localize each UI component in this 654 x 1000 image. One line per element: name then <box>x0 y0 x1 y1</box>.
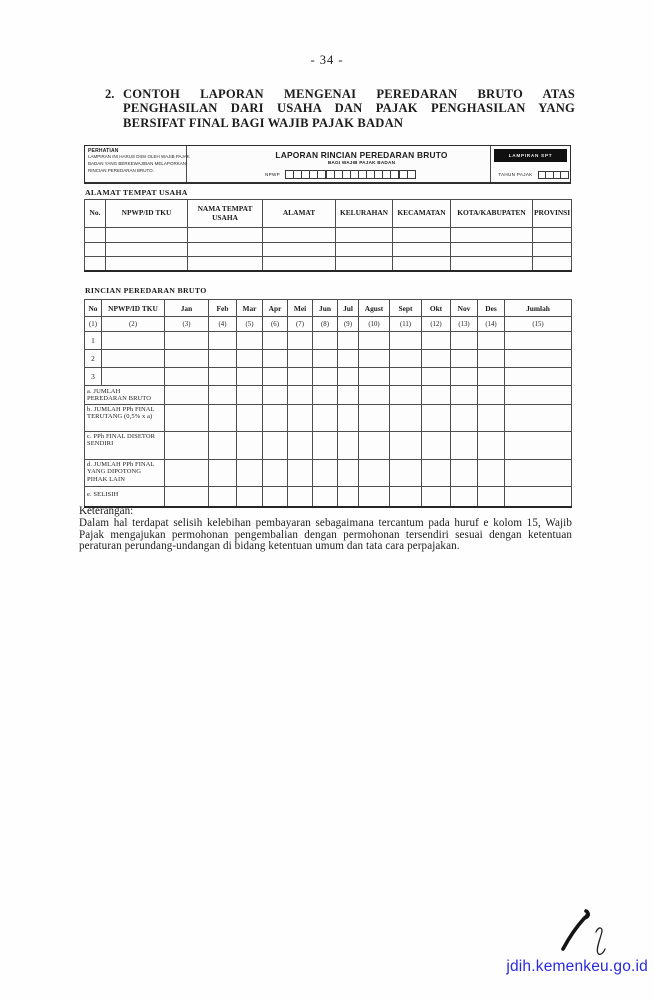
perhatian-title: PERHATIAN <box>88 148 119 154</box>
rincian-cell <box>263 386 288 405</box>
rincian-cell <box>209 404 237 431</box>
keterangan-label: Keterangan: <box>79 505 134 517</box>
rincian-cell <box>359 431 390 459</box>
rincian-cell <box>209 350 237 368</box>
rincian-cell <box>313 486 338 507</box>
form-title: LAPORAN RINCIAN PEREDARAN BRUTO <box>275 150 448 160</box>
rincian-cell <box>102 350 165 368</box>
rincian-cell <box>313 350 338 368</box>
tahun-pajak-digit-box <box>560 171 569 180</box>
alamat-cell <box>336 228 393 243</box>
rincian-cell <box>313 386 338 405</box>
rincian-col-header: Apr <box>263 300 288 317</box>
rincian-cell <box>359 386 390 405</box>
rincian-cell <box>359 459 390 486</box>
rincian-col-header: Jul <box>338 300 359 317</box>
rincian-cell <box>505 368 572 386</box>
rincian-cell <box>209 459 237 486</box>
alamat-col-header: NAMA TEMPAT USAHA <box>188 200 263 228</box>
heading-line: CONTOH LAPORAN MENGENAI PEREDARAN BRUTO ATAS <box>123 87 575 101</box>
heading-line: BERSIFAT FINAL BAGI WAJIB PAJAK BADAN <box>123 115 404 130</box>
rincian-cell <box>313 332 338 350</box>
rincian-cell <box>390 386 422 405</box>
alamat-cell <box>263 228 336 243</box>
keterangan-line: Pajak mengajukan permohonan pengembalian dengan permohonan tersendiri sesuai dengan ketentuan <box>79 528 572 541</box>
rincian-cell <box>505 431 572 459</box>
rincian-colnum-row <box>85 317 572 332</box>
rincian-cell <box>338 332 359 350</box>
rincian-cell <box>505 459 572 486</box>
rincian-cell <box>288 386 313 405</box>
rincian-col-header: Sept <box>390 300 422 317</box>
rincian-cell <box>237 332 263 350</box>
alamat-col-header: No. <box>85 200 106 228</box>
rincian-cell <box>165 350 209 368</box>
rincian-cell <box>313 368 338 386</box>
rincian-cell <box>338 431 359 459</box>
rincian-cell <box>165 404 209 431</box>
tahun-pajak-boxes <box>538 171 568 180</box>
alamat-col-header: KELURAHAN <box>336 200 393 228</box>
rincian-cell <box>359 368 390 386</box>
rincian-cell <box>263 431 288 459</box>
rincian-cell <box>451 459 478 486</box>
alamat-col-header: KOTA/KABUPATEN <box>451 200 533 228</box>
rincian-col-number: (10) <box>359 317 390 332</box>
alamat-col-header: KECAMATAN <box>393 200 451 228</box>
alamat-col-header: ALAMAT <box>263 200 336 228</box>
rincian-summary-label: d. JUMLAH PPh FINAL YANG DIPOTONG PIHAK LAIN <box>85 459 165 486</box>
rincian-cell <box>288 350 313 368</box>
rincian-cell <box>390 404 422 431</box>
keterangan-line: peraturan perundang-undangan di bidang ketentuan umum dan tata cara perpajakan. <box>79 540 460 553</box>
rincian-cell <box>263 404 288 431</box>
alamat-table <box>84 199 572 272</box>
rincian-summary-label: b. JUMLAH PPh FINAL TERUTANG (0,5% x a) <box>85 404 165 431</box>
rincian-cell <box>505 386 572 405</box>
rincian-col-header: Nov <box>451 300 478 317</box>
rincian-summary-row <box>85 431 572 459</box>
rincian-cell <box>288 486 313 507</box>
rincian-cell <box>237 386 263 405</box>
heading-text <box>123 87 575 130</box>
rincian-col-header: Jumlah <box>505 300 572 317</box>
alamat-cell <box>451 242 533 257</box>
rincian-cell <box>165 368 209 386</box>
rincian-cell <box>359 404 390 431</box>
rincian-cell <box>263 368 288 386</box>
rincian-col-number: (11) <box>390 317 422 332</box>
rincian-cell <box>390 431 422 459</box>
rincian-cell <box>422 386 451 405</box>
alamat-cell <box>393 228 451 243</box>
heading-line: PENGHASILAN DARI USAHA DAN PAJAK PENGHASILAN YANG <box>123 101 575 116</box>
alamat-cell <box>393 242 451 257</box>
rincian-col-number: (2) <box>102 317 165 332</box>
rincian-col-header: Des <box>478 300 505 317</box>
jdih-watermark: jdih.kemenkeu.go.id <box>506 958 648 975</box>
rincian-col-header: NPWP/ID TKU <box>102 300 165 317</box>
rincian-data-row <box>85 332 572 350</box>
alamat-row <box>85 228 572 243</box>
rincian-cell <box>451 332 478 350</box>
alamat-cell <box>393 257 451 272</box>
alamat-cell <box>85 242 106 257</box>
heading-item-number: 2. <box>105 87 115 101</box>
rincian-cell <box>390 350 422 368</box>
rincian-cell <box>451 431 478 459</box>
rincian-row-number: 3 <box>85 368 102 386</box>
rincian-cell <box>422 404 451 431</box>
rincian-cell <box>338 404 359 431</box>
rincian-cell <box>505 486 572 507</box>
rincian-cell <box>422 350 451 368</box>
rincian-cell <box>359 486 390 507</box>
perhatian-line: LAMPIRAN INI HARUS DIISI OLEH WAJIB PAJAK <box>88 154 190 159</box>
rincian-summary-row <box>85 486 572 507</box>
rincian-cell <box>237 431 263 459</box>
rincian-col-number: (8) <box>313 317 338 332</box>
rincian-cell <box>478 459 505 486</box>
rincian-cell <box>422 459 451 486</box>
rincian-cell <box>263 332 288 350</box>
rincian-cell <box>390 332 422 350</box>
rincian-col-number: (1) <box>85 317 102 332</box>
rincian-col-number: (4) <box>209 317 237 332</box>
rincian-cell <box>478 404 505 431</box>
rincian-summary-row <box>85 459 572 486</box>
rincian-cell <box>359 350 390 368</box>
rincian-table <box>84 299 572 508</box>
rincian-cell <box>451 486 478 507</box>
rincian-data-row <box>85 368 572 386</box>
rincian-cell <box>338 368 359 386</box>
rincian-cell <box>102 332 165 350</box>
alamat-cell <box>533 242 572 257</box>
page-number: - 34 - <box>310 53 344 67</box>
rincian-cell <box>505 350 572 368</box>
npwp-boxes <box>285 170 415 179</box>
rincian-cell <box>478 486 505 507</box>
alamat-cell <box>336 242 393 257</box>
rincian-col-number: (15) <box>505 317 572 332</box>
signature-mark <box>546 902 618 962</box>
alamat-col-header: PROVINSI <box>533 200 572 228</box>
rincian-cell <box>209 386 237 405</box>
rincian-cell <box>263 486 288 507</box>
alamat-row <box>85 242 572 257</box>
rincian-col-number: (13) <box>451 317 478 332</box>
rincian-cell <box>165 386 209 405</box>
alamat-cell <box>106 228 188 243</box>
rincian-cell <box>338 486 359 507</box>
rincian-cell <box>288 431 313 459</box>
rincian-col-number: (7) <box>288 317 313 332</box>
rincian-cell <box>478 431 505 459</box>
rincian-cell <box>390 459 422 486</box>
rincian-cell <box>478 368 505 386</box>
keterangan-note <box>79 505 572 553</box>
rincian-cell <box>237 404 263 431</box>
alamat-header-row <box>85 200 572 228</box>
rincian-col-number: (12) <box>422 317 451 332</box>
tahun-pajak-label: TAHUN PAJAK <box>498 172 533 178</box>
rincian-summary-label: c. PPh FINAL DISETOR SENDIRI <box>85 431 165 459</box>
form-header-center <box>187 146 490 182</box>
rincian-data-row <box>85 350 572 368</box>
rincian-cell <box>338 350 359 368</box>
alamat-cell <box>106 257 188 272</box>
rincian-col-header: Mei <box>288 300 313 317</box>
section-heading <box>105 87 575 130</box>
alamat-cell <box>188 242 263 257</box>
rincian-cell <box>209 486 237 507</box>
npwp-digit-box <box>407 170 416 179</box>
rincian-header-row <box>85 300 572 317</box>
alamat-col-header: NPWP/ID TKU <box>106 200 188 228</box>
alamat-cell <box>85 257 106 272</box>
rincian-row-number: 2 <box>85 350 102 368</box>
perhatian-box <box>85 146 190 182</box>
npwp-label: NPWP <box>265 172 280 177</box>
rincian-cell <box>165 459 209 486</box>
alamat-cell <box>106 242 188 257</box>
alamat-cell <box>188 257 263 272</box>
rincian-col-header: Okt <box>422 300 451 317</box>
rincian-cell <box>451 350 478 368</box>
rincian-cell <box>288 459 313 486</box>
tahun-pajak-field <box>498 171 568 180</box>
rincian-cell <box>505 404 572 431</box>
rincian-cell <box>209 431 237 459</box>
rincian-cell <box>338 386 359 405</box>
rincian-cell <box>422 368 451 386</box>
rincian-cell <box>422 486 451 507</box>
alamat-row <box>85 257 572 272</box>
rincian-cell <box>165 332 209 350</box>
alamat-cell <box>263 242 336 257</box>
rincian-cell <box>390 368 422 386</box>
perhatian-line: BADAN YANG BERKEWAJIBAN MELAPORKAN <box>88 160 186 166</box>
form-subtitle: BAGI WAJIB PAJAK BADAN <box>327 160 396 165</box>
rincian-col-number: (6) <box>263 317 288 332</box>
rincian-cell <box>288 368 313 386</box>
alamat-cell <box>451 228 533 243</box>
rincian-cell <box>263 459 288 486</box>
rincian-col-header: Jan <box>165 300 209 317</box>
rincian-cell <box>359 332 390 350</box>
rincian-cell <box>165 431 209 459</box>
rincian-cell <box>209 332 237 350</box>
rincian-cell <box>165 486 209 507</box>
rincian-cell <box>237 368 263 386</box>
rincian-cell <box>478 350 505 368</box>
rincian-cell <box>338 459 359 486</box>
rincian-cell <box>237 350 263 368</box>
rincian-cell <box>102 368 165 386</box>
rincian-cell <box>505 332 572 350</box>
rincian-cell <box>422 431 451 459</box>
rincian-cell <box>263 350 288 368</box>
rincian-cell <box>313 459 338 486</box>
alamat-cell <box>85 228 106 243</box>
alamat-cell <box>188 228 263 243</box>
alamat-cell <box>451 257 533 272</box>
rincian-col-header: Feb <box>209 300 237 317</box>
rincian-col-number: (9) <box>338 317 359 332</box>
rincian-cell <box>288 404 313 431</box>
form-header <box>84 145 571 184</box>
rincian-col-header: No <box>85 300 102 317</box>
alamat-cell <box>533 257 572 272</box>
laporan-form <box>84 145 571 508</box>
rincian-summary-row <box>85 386 572 405</box>
rincian-cell <box>209 368 237 386</box>
rincian-cell <box>237 486 263 507</box>
rincian-row-number: 1 <box>85 332 102 350</box>
rincian-cell <box>237 459 263 486</box>
rincian-col-number: (14) <box>478 317 505 332</box>
rincian-col-number: (5) <box>237 317 263 332</box>
rincian-cell <box>288 332 313 350</box>
npwp-field <box>265 170 415 179</box>
rincian-cell <box>313 431 338 459</box>
rincian-col-header: Agust <box>359 300 390 317</box>
rincian-cell <box>451 368 478 386</box>
alamat-section-label: ALAMAT TEMPAT USAHA <box>85 188 188 197</box>
rincian-cell <box>451 404 478 431</box>
form-header-right <box>490 146 570 182</box>
rincian-summary-label: a. JUMLAH PEREDARAN BRUTO <box>85 386 165 405</box>
rincian-col-number: (3) <box>165 317 209 332</box>
rincian-col-header: Mar <box>237 300 263 317</box>
rincian-summary-label: e. SELISIH <box>85 486 165 507</box>
rincian-summary-row <box>85 404 572 431</box>
rincian-cell <box>313 404 338 431</box>
keterangan-line: Dalam hal terdapat selisih kelebihan pembayaran sebagaimana tercantum pada huruf e kolom 15, Wajib <box>79 517 572 529</box>
lampiran-badge: LAMPIRAN SPT <box>494 149 567 162</box>
rincian-cell <box>478 386 505 405</box>
rincian-cell <box>451 386 478 405</box>
rincian-cell <box>390 486 422 507</box>
rincian-col-header: Jun <box>313 300 338 317</box>
alamat-cell <box>533 228 572 243</box>
rincian-cell <box>478 332 505 350</box>
rincian-cell <box>422 332 451 350</box>
rincian-section-label: RINCIAN PEREDARAN BRUTO <box>85 286 207 295</box>
alamat-cell <box>336 257 393 272</box>
alamat-cell <box>263 257 336 272</box>
perhatian-line: RINCIAN PEREDARAN BRUTO. <box>88 167 154 173</box>
